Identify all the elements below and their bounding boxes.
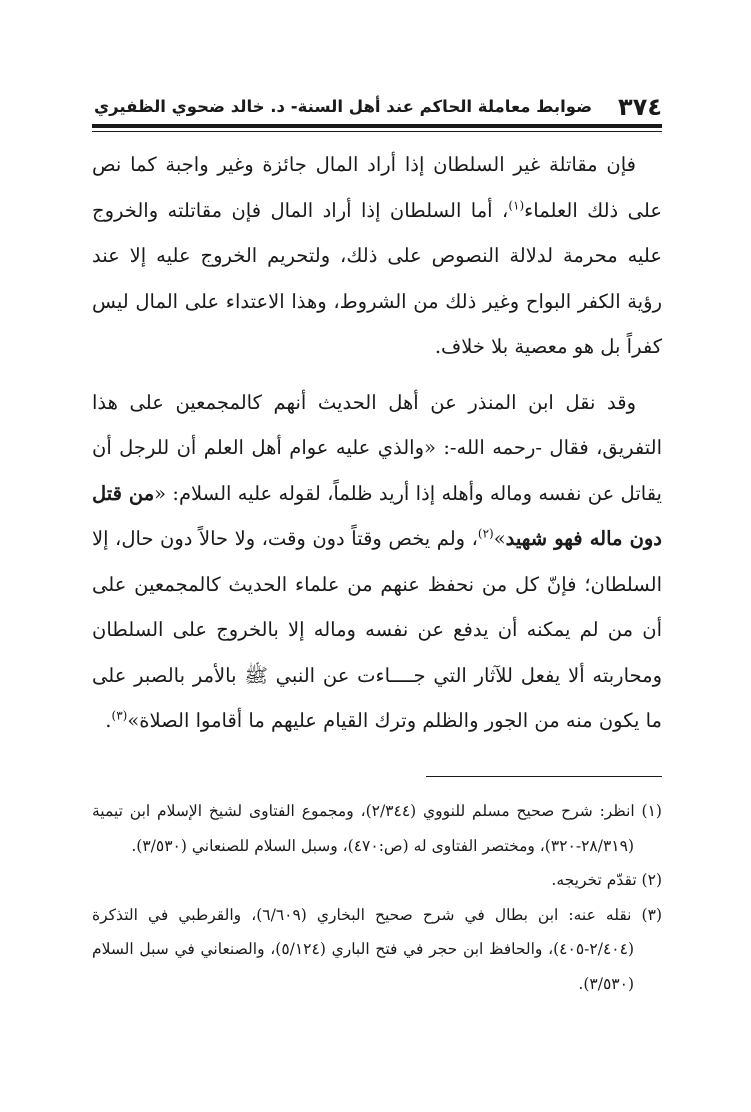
paragraph-text: ، أما السلطان إذا أراد المال فإن مقاتلته والخروج عليه محرمة لدلالة النصوص على ذلك، ولتحريم الخروج عليه إلا عند رؤية الكفر البواح وغير ذلك من الشروط، وهذا الاعتداء على المال ليس كفراً بل هو معصية بلا خلاف.	[92, 198, 662, 358]
running-title: ضوابط معاملة الحاكم عند أهل السنة- د. خالد ضحوي الظفيري	[94, 97, 593, 116]
footnote: (٣) نقله عنه: ابن بطال في شرح صحيح البخاري (٦/٦٠٩)، والقرطبي في التذكرة (٢/٤٠٤-٤٠٥)، والحافظ ابن حجر في فتح الباري (٥/١٢٤)، والصنعاني في سبل السلام (٣/٥٣٠).	[92, 905, 662, 993]
paragraph-text: فإن مقاتلة غير السلطان إذا أراد المال جائزة وغير واجبة كما نص على ذلك العلماء	[92, 153, 662, 222]
footnote-reference: (١)	[508, 198, 525, 212]
footnote-separator	[426, 776, 662, 777]
page-header	[92, 82, 662, 122]
footnote-reference: (٢)	[477, 526, 494, 541]
footnotes	[92, 794, 662, 1001]
footnote-reference: (٣)	[111, 708, 128, 723]
main-text	[92, 142, 662, 744]
paragraph	[92, 380, 662, 744]
page-number: ٣٧٤	[618, 93, 662, 121]
paragraph-text: وقد نقل ابن المنذر عن أهل الحديث أنهم كالمجمعين على هذا التفريق، فقال -رحمه الله-: «والذي عليه عوام أهل العلم أن للرجل أن يقاتل عن نفسه وماله وأهله إذا أريد ظلماً، لقوله عليه السلام: «	[92, 390, 662, 505]
header-rule-thick	[92, 124, 662, 128]
paragraph-text: .	[105, 709, 112, 732]
footnote: (١) انظر: شرح صحيح مسلم للنووي (٢/٣٤٤)، ومجموع الفتاوى لشيخ الإسلام ابن تيمية (٢٨/٣١٩-٣٢٠)، ومختصر الفتاوى له (ص:٤٧٠)، وسبل السلام للصنعاني (٣/٥٣٠).	[92, 802, 662, 855]
paragraph	[92, 142, 662, 370]
header-rule-thin	[92, 131, 662, 132]
hadith-quote: من قتل دون ماله فهو شهيد	[92, 481, 662, 550]
paragraph-text: ، ولم يخص وقتاً دون وقت، ولا حالاً دون حال، إلا السلطان؛ فإنّ كل من نحفظ عنهم من علماء الحديث كالمجمعين على أن من لم يمكنه أن يدفع عن نفسه وماله إلا بالخروج على السلطان ومحاربته ألا يفعل للآثار التي جــــاءت عن النبي ﷺ بالأمر بالصبر على ما يكون منه من الجور والظلم وترك القيام عليهم ما أقاموا الصلاة»	[92, 527, 662, 732]
paragraph-text: »	[493, 527, 506, 550]
footnote: (٢) تقدّم تخريجه.	[551, 871, 662, 889]
